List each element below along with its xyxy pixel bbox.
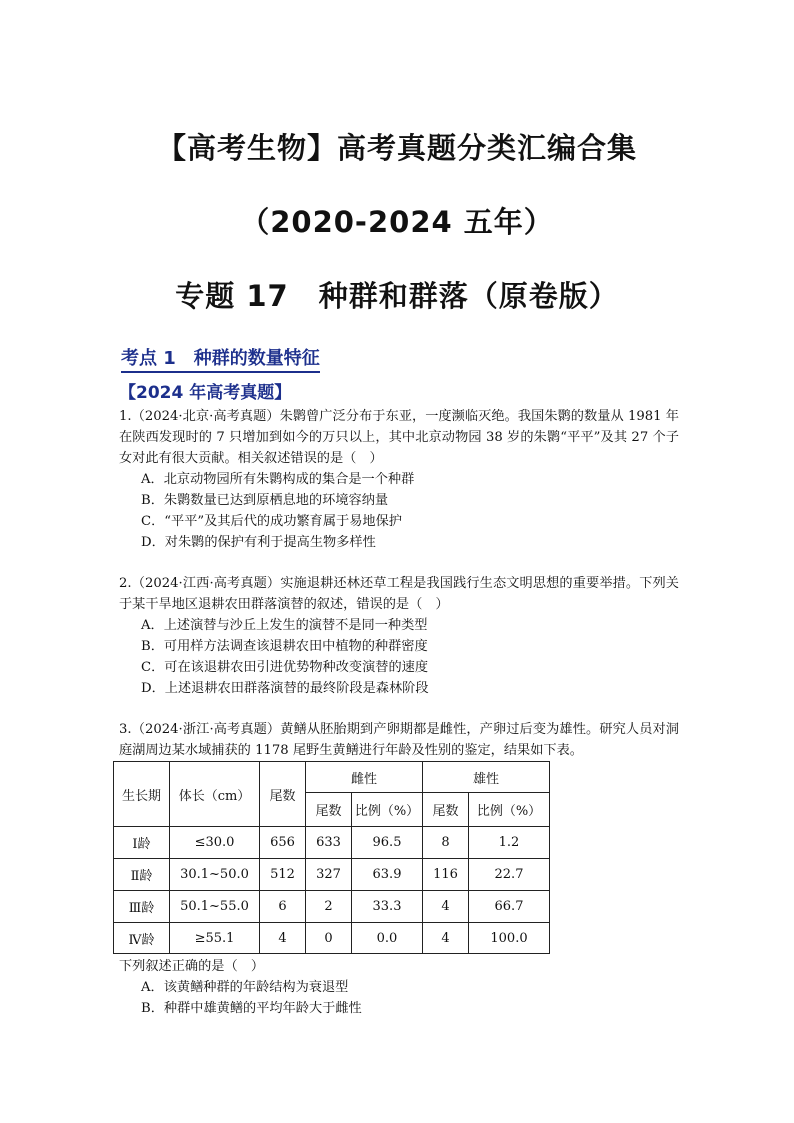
cell-stage: Ⅲ龄: [114, 891, 170, 923]
question-2: [119, 573, 679, 699]
option-a: A．上述演替与沙丘上发生的演替不是同一种类型: [141, 618, 428, 633]
cell-male-count: 8: [423, 827, 469, 859]
option-d: D．对朱鹮的保护有利于提高生物多样性: [141, 535, 376, 550]
cell-count: 6: [260, 891, 306, 923]
option-c: C．“平平”及其后代的成功繁育属于易地保护: [141, 514, 402, 529]
option-b: B．种群中雄黄鳝的平均年龄大于雌性: [141, 1001, 362, 1016]
cell-male-ratio: 22.7: [469, 859, 550, 891]
cell-female-ratio: 96.5: [352, 827, 423, 859]
question-stem: 1.（2024·北京·高考真题）朱鹮曾广泛分布于东亚，一度濒临灭绝。我国朱鹮的数量从 1981 年在陕西发现时的 7 只增加到如今的万只以上，其中北京动物园 38 岁的朱鹮“平平”及其 27 个子女对此有很大贡献。相关叙述错误的是（ ）: [119, 409, 679, 466]
question-prompt: 下列叙述正确的是（ ）: [119, 959, 265, 974]
cell-female-ratio: 63.9: [352, 859, 423, 891]
question-1: [119, 406, 679, 553]
cell-female-count: 0: [306, 923, 352, 954]
cell-female-ratio: 0.0: [352, 923, 423, 954]
cell-count: 656: [260, 827, 306, 859]
cell-stage: Ⅳ龄: [114, 923, 170, 954]
option-a: A．北京动物园所有朱鹮构成的集合是一个种群: [141, 472, 415, 487]
option-b: B．朱鹮数量已达到原栖息地的环境容纳量: [141, 493, 389, 508]
cell-male-ratio: 66.7: [469, 891, 550, 923]
option-a: A．该黄鳝种群的年龄结构为衰退型: [141, 980, 349, 995]
year-range: （2020-2024 五年）: [240, 205, 554, 239]
cell-count: 4: [260, 923, 306, 954]
table-row: [114, 923, 550, 954]
cell-male-count: 116: [423, 859, 469, 891]
cell-male-ratio: 100.0: [469, 923, 550, 954]
header-female-count: 尾数: [306, 793, 352, 827]
cell-male-count: 4: [423, 923, 469, 954]
question-3-continued: [119, 956, 679, 1019]
question-3: [119, 719, 679, 761]
header-male: 雄性: [423, 762, 550, 793]
option-c: C．可在该退耕农田引进优势物种改变演替的速度: [141, 660, 429, 675]
cell-length: ≤30.0: [170, 827, 260, 859]
cell-count: 512: [260, 859, 306, 891]
cell-length: 30.1~50.0: [170, 859, 260, 891]
header-count: 尾数: [260, 762, 306, 827]
document-title: 【高考生物】高考真题分类汇编合集: [156, 131, 637, 165]
cell-length: 50.1~55.0: [170, 891, 260, 923]
topic-title: 专题 17 种群和群落（原卷版）: [175, 279, 619, 313]
header-male-ratio: 比例（%）: [469, 793, 550, 827]
table-row: [114, 827, 550, 859]
cell-female-count: 2: [306, 891, 352, 923]
option-d: D．上述退耕农田群落演替的最终阶段是森林阶段: [141, 681, 429, 696]
year-heading: 【2024 年高考真题】: [119, 383, 292, 403]
cell-female-ratio: 33.3: [352, 891, 423, 923]
cell-female-count: 327: [306, 859, 352, 891]
table-row: [114, 891, 550, 923]
header-stage: 生长期: [114, 762, 170, 827]
header-length: 体长（cm）: [170, 762, 260, 827]
header-female-ratio: 比例（%）: [352, 793, 423, 827]
cell-male-count: 4: [423, 891, 469, 923]
option-b: B．可用样方法调查该退耕农田中植物的种群密度: [141, 639, 428, 654]
header-male-count: 尾数: [423, 793, 469, 827]
kaodian-heading: 考点 1 种群的数量特征: [121, 344, 320, 373]
header-female: 雌性: [306, 762, 423, 793]
cell-male-ratio: 1.2: [469, 827, 550, 859]
question-stem: 2.（2024·江西·高考真题）实施退耕还林还草工程是我国践行生态文明思想的重要举措。下列关于某干旱地区退耕农田群落演替的叙述，错误的是（ ）: [119, 576, 679, 612]
cell-stage: Ⅱ龄: [114, 859, 170, 891]
cell-stage: Ⅰ龄: [114, 827, 170, 859]
eel-data-table: [113, 761, 550, 954]
table-row: [114, 859, 550, 891]
question-stem: 3.（2024·浙江·高考真题）黄鳝从胚胎期到产卵期都是雌性，产卵过后变为雄性。研究人员对洞庭湖周边某水域捕获的 1178 尾野生黄鳝进行年龄及性别的鉴定，结果如下表。: [119, 722, 679, 758]
cell-length: ≥55.1: [170, 923, 260, 954]
cell-female-count: 633: [306, 827, 352, 859]
